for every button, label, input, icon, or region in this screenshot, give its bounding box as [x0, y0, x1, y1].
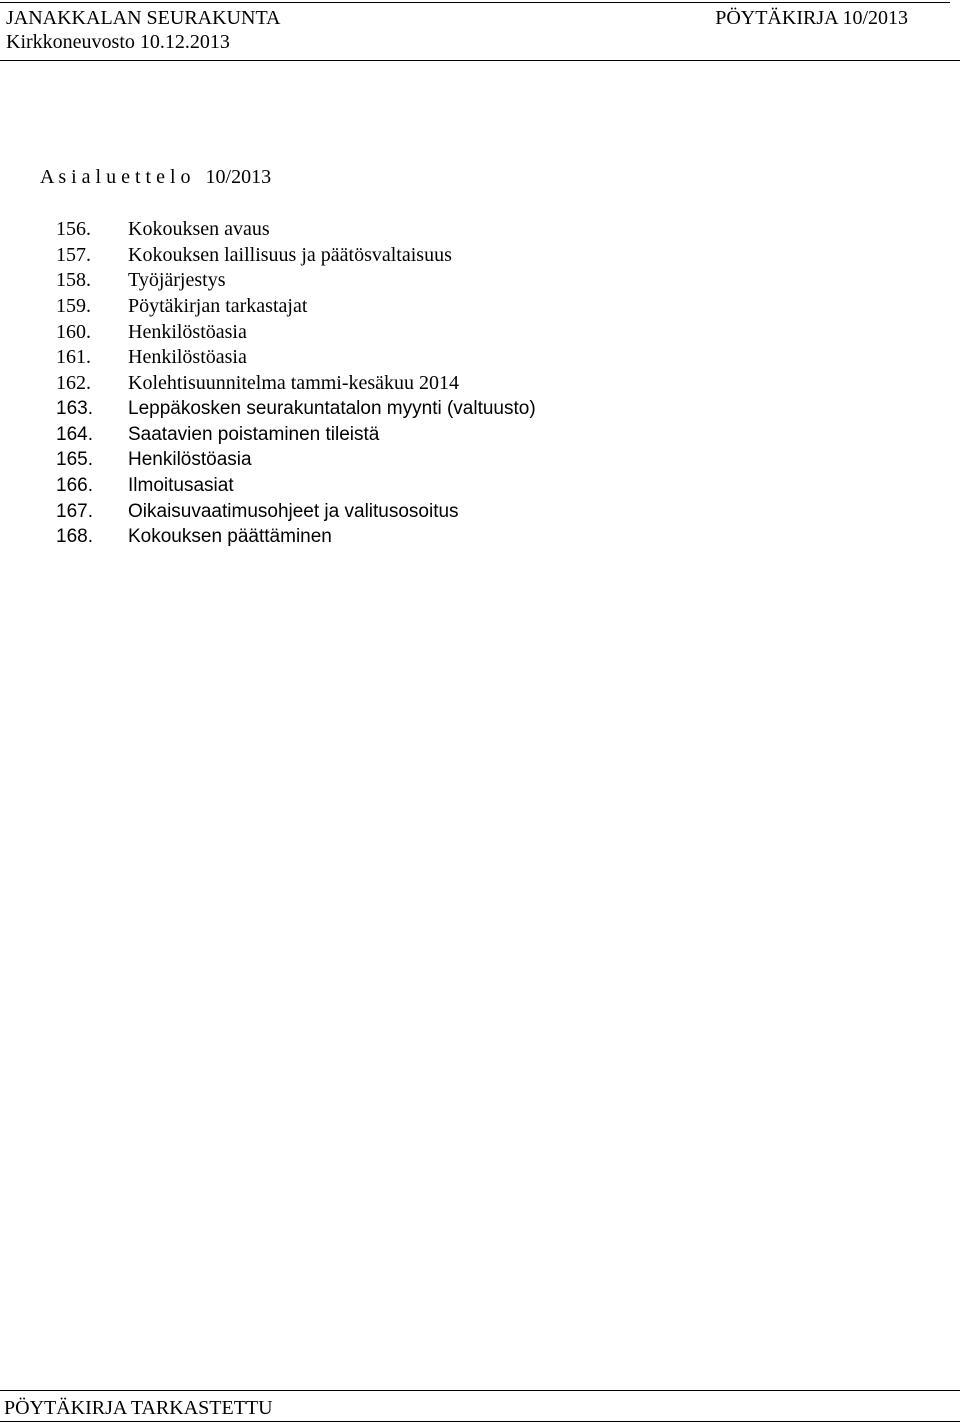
agenda-item-text: Työjärjestys: [128, 269, 226, 292]
footer-rule-top: [0, 1390, 960, 1391]
agenda-item-number: 166.: [56, 474, 93, 496]
header-rule: [0, 60, 960, 61]
document-id: PÖYTÄKIRJA 10/2013: [715, 7, 908, 29]
agenda-item: [56, 448, 536, 474]
agenda-item-text: Henkilöstöasia: [128, 346, 247, 369]
agenda-item: [56, 243, 536, 269]
agenda-item-text: Kokouksen avaus: [128, 218, 270, 240]
agenda-item-text: Ilmoitusasiat: [128, 474, 234, 496]
agenda-item: [56, 474, 536, 500]
agenda-item: [56, 217, 536, 243]
agenda-item-number: 158.: [56, 269, 91, 292]
footer-rule-bottom: [0, 1421, 960, 1422]
agenda-item-number: 160.: [56, 320, 91, 343]
agenda-item-number: 159.: [56, 295, 91, 318]
agenda-item-text: Henkilöstöasia: [128, 320, 247, 343]
agenda-item-text: Pöytäkirjan tarkastajat: [128, 295, 308, 318]
agenda-item-number: 162.: [56, 372, 91, 395]
agenda-item-number: 163.: [56, 397, 93, 419]
agenda-item: [56, 371, 536, 397]
agenda-item-text: Henkilöstöasia: [128, 449, 252, 471]
agenda-item-text: Kokouksen laillisuus ja päätösvaltaisuus: [128, 243, 452, 266]
agenda-item: [56, 500, 536, 526]
agenda-item-text: Kokouksen päättäminen: [128, 526, 332, 548]
agenda-item-number: 168.: [56, 526, 93, 548]
agenda-item: [56, 423, 536, 449]
agenda-item: [56, 345, 536, 371]
agenda-title: A s i a l u e t t e l o 10/2013: [40, 166, 272, 188]
agenda-item-number: 161.: [56, 346, 91, 369]
footer-text: PÖYTÄKIRJA TARKASTETTU: [4, 1397, 273, 1419]
agenda-item-number: 156.: [56, 218, 91, 240]
agenda-item: [56, 397, 536, 423]
agenda-item: [56, 294, 536, 320]
agenda-list: [56, 217, 536, 551]
agenda-item: [56, 268, 536, 294]
header-left: [6, 6, 281, 54]
header-top-rule: [0, 2, 950, 3]
agenda-item-text: Saatavien poistaminen tileistä: [128, 423, 380, 445]
agenda-item-number: 165.: [56, 449, 93, 471]
meeting-name: Kirkkoneuvosto 10.12.2013: [6, 31, 230, 53]
agenda-item: [56, 525, 536, 551]
agenda-item-number: 157.: [56, 243, 91, 266]
organization-name: JANAKKALAN SEURAKUNTA: [6, 7, 281, 29]
agenda-item-text: Leppäkosken seurakuntatalon myynti (valtuusto): [128, 397, 536, 419]
agenda-item-number: 164.: [56, 423, 93, 445]
agenda-item-text: Oikaisuvaatimusohjeet ja valitusosoitus: [128, 500, 459, 522]
agenda-item: [56, 320, 536, 346]
agenda-item-text: Kolehtisuunnitelma tammi-kesäkuu 2014: [128, 372, 460, 395]
agenda-item-number: 167.: [56, 500, 93, 522]
